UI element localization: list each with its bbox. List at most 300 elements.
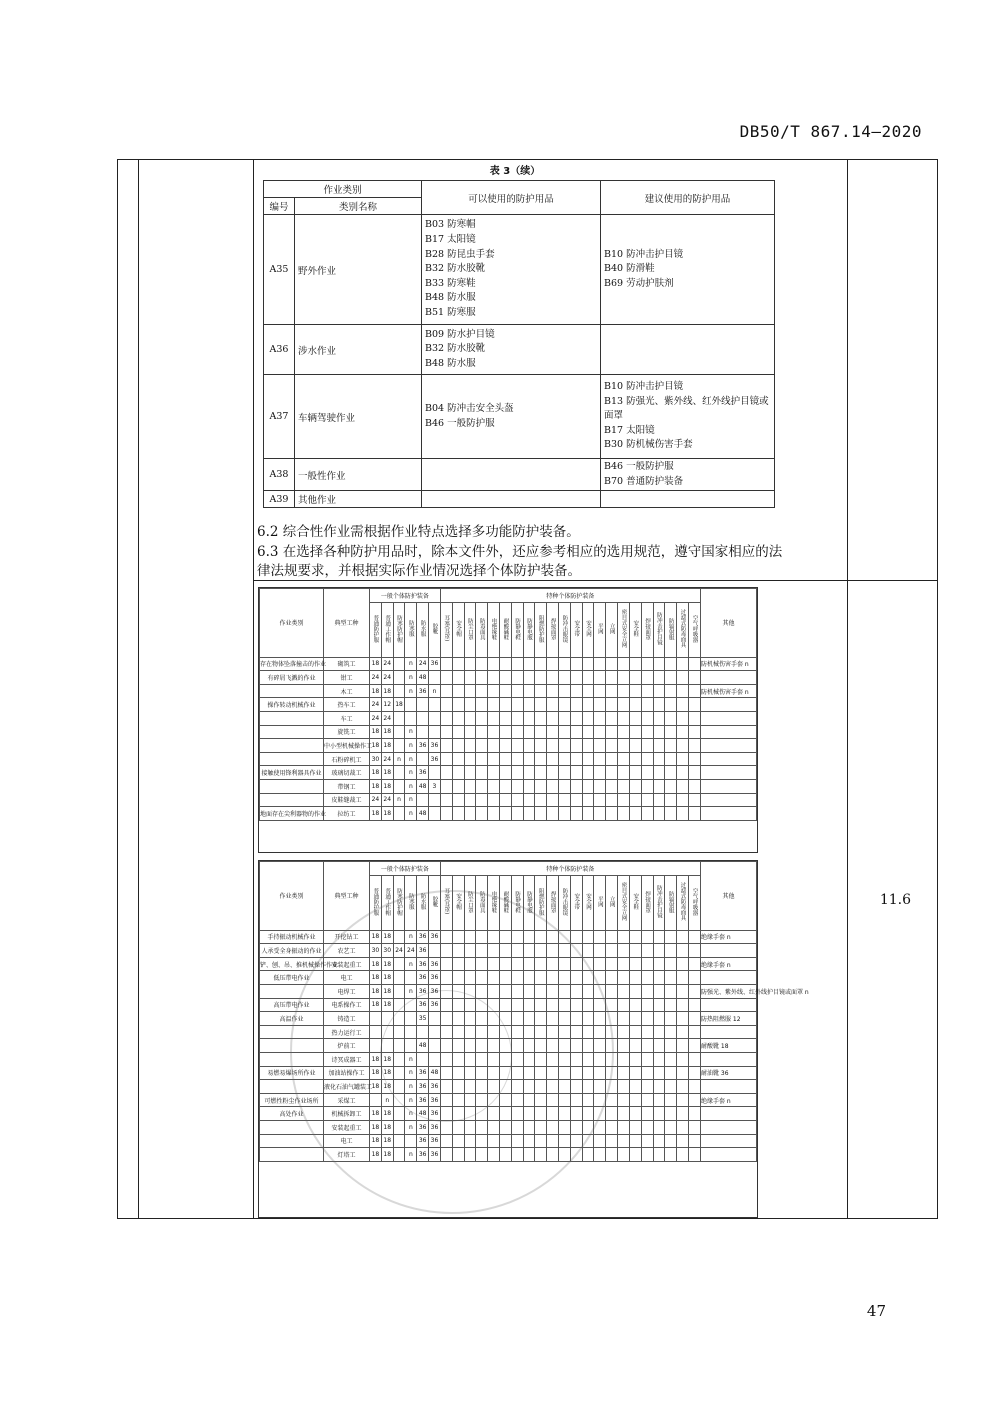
grid-col-header: 普通工作帽 <box>381 602 393 657</box>
grid-cell <box>688 1025 700 1039</box>
grid-cell <box>582 793 594 807</box>
grid-cell <box>511 807 523 821</box>
grid-row-job: 加油站操作工 <box>324 1066 370 1080</box>
grid-cell <box>393 766 405 780</box>
grid-col-header: 安全网 <box>582 602 594 657</box>
grid-cell <box>629 725 641 739</box>
grid-cell <box>476 684 488 698</box>
grid-cell <box>653 739 665 753</box>
grid-cell <box>677 739 689 753</box>
grid-row-other <box>701 725 757 739</box>
grid-cell <box>464 711 476 725</box>
grid-cell <box>653 1148 665 1162</box>
grid-cell <box>688 1120 700 1134</box>
watermark-seal-inner <box>380 990 512 1122</box>
grid-cell <box>665 766 677 780</box>
table-row <box>260 793 757 807</box>
grid-row-job: 旋铣工 <box>324 725 370 739</box>
grid-cell <box>665 971 677 985</box>
grid-row-other <box>701 971 757 985</box>
grid-cell <box>499 793 511 807</box>
grid-col-header: 防寒防护帽 <box>393 602 405 657</box>
grid-col-header: 安全带 <box>570 602 582 657</box>
grid-col-header: 密目式安全立网 <box>618 875 630 930</box>
grid-cell <box>653 684 665 698</box>
grid-cell <box>629 1052 641 1066</box>
grid-cell: 36 <box>417 930 429 944</box>
grid-cell <box>499 739 511 753</box>
grid-col-header: 过滤式防毒面具 <box>677 602 689 657</box>
grid-cell <box>653 930 665 944</box>
grid-cell <box>665 984 677 998</box>
ppe-grid-1 <box>258 587 758 853</box>
grid-cell <box>452 671 464 685</box>
grid-cell <box>665 930 677 944</box>
table-row <box>260 698 757 712</box>
grid-row-job: 电系操作工 <box>324 998 370 1012</box>
grid-cell <box>594 793 606 807</box>
grid-col-header: 防水服 <box>417 602 429 657</box>
grid-row-category: 可燃性粉尘作业场所 <box>260 1093 324 1107</box>
grid-col-header: 空气呼吸器 <box>688 602 700 657</box>
grid-cell: 36 <box>429 1134 441 1148</box>
grid-cell <box>688 725 700 739</box>
grid-row-category: 操作转动机械作业 <box>260 698 324 712</box>
grid-cell <box>688 739 700 753</box>
grid-row-job: 液化石油气罐装工 <box>324 1080 370 1094</box>
grid-cell <box>570 807 582 821</box>
grid-cell <box>677 1148 689 1162</box>
grid-cell <box>618 739 630 753</box>
grid-cell <box>452 711 464 725</box>
grid-cell <box>476 671 488 685</box>
grid-cell <box>618 944 630 958</box>
allowed-list: B03 防寒帽 B17 太阳镜 B28 防昆虫手套 B32 防水胶靴 B33 防寒鞋 B48 防水服 B51 防寒服 <box>422 215 601 325</box>
grid-cell <box>511 752 523 766</box>
grid-cell: 24 <box>370 671 382 685</box>
grid-cell <box>570 698 582 712</box>
grid-cell <box>440 739 452 753</box>
grid-row-other: 防热阻燃服 12 <box>701 1012 757 1026</box>
grid-cell <box>677 698 689 712</box>
grid-cell <box>393 657 405 671</box>
grid-row-other: 防机械伤害手套 n <box>701 657 757 671</box>
grid-cell <box>559 671 571 685</box>
grid-col-header: 空气呼吸器 <box>688 875 700 930</box>
grid-cell: 36 <box>417 998 429 1012</box>
grid-cell: 36 <box>417 1093 429 1107</box>
grid-row-job: 皮鞋缝裁工 <box>324 793 370 807</box>
grid-row-other <box>701 766 757 780</box>
grid-row-category <box>260 1148 324 1162</box>
grid-cell: 18 <box>381 779 393 793</box>
grid-cell <box>653 752 665 766</box>
grid-cell <box>629 657 641 671</box>
grid-col-header: 耳塞(耳罩) <box>440 602 452 657</box>
grid-cell <box>499 671 511 685</box>
grid-cell <box>606 752 618 766</box>
grid-cell <box>570 684 582 698</box>
grid-row-job: 热车工 <box>324 698 370 712</box>
grid-col-header: 平网 <box>594 875 606 930</box>
row-name: 涉水作业 <box>295 325 422 375</box>
grid-cell <box>665 1134 677 1148</box>
grid-cell <box>452 698 464 712</box>
grid-col-header: 胶靴 <box>429 875 441 930</box>
grid-header-job: 典型工种 <box>324 589 370 658</box>
grid-cell <box>641 1066 653 1080</box>
grid-cell <box>559 725 571 739</box>
allowed-list: B04 防冲击安全头盔 B46 一般防护服 <box>422 375 601 459</box>
grid-cell <box>570 793 582 807</box>
grid-cell <box>606 698 618 712</box>
grid-cell <box>618 998 630 1012</box>
grid-cell <box>488 711 500 725</box>
grid-cell: 36 <box>429 971 441 985</box>
grid-cell <box>535 725 547 739</box>
grid-cell <box>665 1107 677 1121</box>
grid-cell <box>535 779 547 793</box>
grid-cell <box>688 944 700 958</box>
grid-cell: n <box>405 1107 417 1121</box>
grid-cell <box>677 766 689 780</box>
table-caption: 表 3（续） <box>489 166 541 177</box>
grid-cell <box>629 671 641 685</box>
grid-cell: n <box>405 1148 417 1162</box>
table-row <box>260 671 757 685</box>
grid-cell <box>677 1080 689 1094</box>
grid-cell <box>417 793 429 807</box>
grid-row-job: 砌筑工 <box>324 657 370 671</box>
grid-cell: 18 <box>381 1134 393 1148</box>
grid-cell <box>677 984 689 998</box>
grid-cell: 18 <box>381 1066 393 1080</box>
grid-cell <box>476 739 488 753</box>
grid-cell <box>618 752 630 766</box>
grid-cell <box>523 671 535 685</box>
grid-cell <box>488 752 500 766</box>
grid-cell <box>618 1134 630 1148</box>
grid-cell <box>499 657 511 671</box>
grid-cell <box>653 1012 665 1026</box>
grid-cell <box>511 684 523 698</box>
grid-cell: 18 <box>370 766 382 780</box>
grid-cell <box>476 766 488 780</box>
grid-row-other: 防机械伤害手套 n <box>701 684 757 698</box>
grid-row-job: 安装起重工 <box>324 957 370 971</box>
grid-cell <box>476 711 488 725</box>
grid-col-header: 安全鞋 <box>629 602 641 657</box>
grid-cell <box>606 971 618 985</box>
grid-cell <box>440 766 452 780</box>
grid-col-header: 防冲击护目镜 <box>653 602 665 657</box>
grid-cell <box>523 793 535 807</box>
grid-cell <box>618 711 630 725</box>
grid-cell <box>452 657 464 671</box>
grid-row-category: 低压带电作业 <box>260 971 324 985</box>
row-name: 车辆驾驶作业 <box>295 375 422 459</box>
grid-cell: n <box>393 793 405 807</box>
grid-cell: 12 <box>381 698 393 712</box>
grid-cell <box>641 1052 653 1066</box>
grid-cell <box>511 779 523 793</box>
grid-row-category <box>260 725 324 739</box>
table-row <box>260 684 757 698</box>
grid-row-job: 炉前工 <box>324 1039 370 1053</box>
grid-col-header: 防毒面具 <box>476 875 488 930</box>
grid-cell <box>653 1052 665 1066</box>
grid-cell <box>570 671 582 685</box>
grid-cell <box>606 944 618 958</box>
grid-cell <box>582 807 594 821</box>
grid-cell <box>582 657 594 671</box>
grid-cell <box>606 779 618 793</box>
grid-col-header: 防毒面具 <box>476 602 488 657</box>
grid-cell: 24 <box>370 711 382 725</box>
grid-cell: 36 <box>429 739 441 753</box>
grid-cell <box>641 1039 653 1053</box>
grid-cell <box>393 711 405 725</box>
grid-cell <box>665 1093 677 1107</box>
grid-cell <box>688 998 700 1012</box>
protection-table <box>263 180 775 508</box>
grid-cell <box>594 657 606 671</box>
grid-cell: n <box>405 1120 417 1134</box>
grid-cell <box>665 1012 677 1026</box>
grid-cell: 18 <box>381 725 393 739</box>
grid-col-header: 防寒防护帽 <box>393 875 405 930</box>
grid-cell <box>499 725 511 739</box>
grid-cell <box>618 766 630 780</box>
grid-cell <box>511 725 523 739</box>
grid-cell <box>440 807 452 821</box>
grid-cell <box>488 671 500 685</box>
grid-cell <box>677 1012 689 1026</box>
grid-cell: n <box>381 1093 393 1107</box>
grid-cell <box>629 944 641 958</box>
grid-cell <box>582 779 594 793</box>
grid-col-header: 防尘口罩 <box>464 602 476 657</box>
table-row <box>260 711 757 725</box>
grid-cell: 36 <box>429 930 441 944</box>
grid-cell <box>582 1148 594 1162</box>
grid-cell <box>677 793 689 807</box>
grid-cell: 18 <box>381 1080 393 1094</box>
grid-cell <box>440 698 452 712</box>
grid-header-general: 一般个体防护装备 <box>370 589 441 603</box>
grid-row-category <box>260 739 324 753</box>
grid-header-general: 一般个体防护装备 <box>370 862 441 876</box>
grid-cell: 36 <box>429 1148 441 1162</box>
grid-cell <box>594 725 606 739</box>
grid-cell <box>594 930 606 944</box>
grid-cell: n <box>405 1080 417 1094</box>
grid-cell <box>559 684 571 698</box>
grid-cell <box>677 1066 689 1080</box>
grid-cell <box>440 671 452 685</box>
grid-cell <box>688 984 700 998</box>
grid-cell <box>665 684 677 698</box>
grid-cell <box>629 1134 641 1148</box>
grid-cell <box>523 766 535 780</box>
allowed-list <box>422 491 601 508</box>
grid-cell: 18 <box>370 1134 382 1148</box>
grid-cell: 36 <box>429 1093 441 1107</box>
allowed-list <box>422 459 601 491</box>
grid-row-other <box>701 1148 757 1162</box>
row-divider <box>253 580 937 581</box>
grid-cell <box>629 1039 641 1053</box>
grid-col-header: 安全网 <box>582 875 594 930</box>
grid-cell <box>688 1148 700 1162</box>
grid-cell <box>665 807 677 821</box>
grid-cell <box>547 793 559 807</box>
grid-cell <box>511 739 523 753</box>
grid-col-header: 防静电鞋 <box>511 602 523 657</box>
grid-cell <box>476 725 488 739</box>
grid-cell <box>688 957 700 971</box>
grid-col-header: 阻燃防护服 <box>535 875 547 930</box>
grid-cell <box>440 725 452 739</box>
grid-cell <box>523 657 535 671</box>
grid-row-category <box>260 793 324 807</box>
grid-cell <box>629 684 641 698</box>
grid-cell <box>488 766 500 780</box>
grid-cell <box>452 807 464 821</box>
grid-row-category <box>260 684 324 698</box>
grid-cell <box>677 1025 689 1039</box>
grid-cell: n <box>405 766 417 780</box>
grid-cell <box>464 698 476 712</box>
grid-cell: 18 <box>370 1148 382 1162</box>
grid-row-category: 接触使用锋利器具作业 <box>260 766 324 780</box>
grid-cell <box>688 930 700 944</box>
grid-cell: 18 <box>381 684 393 698</box>
table-row <box>260 807 757 821</box>
grid-cell <box>393 779 405 793</box>
grid-header-job: 典型工种 <box>324 862 370 931</box>
grid-cell <box>677 779 689 793</box>
grid-cell: 18 <box>381 807 393 821</box>
grid-cell: 48 <box>417 807 429 821</box>
grid-cell <box>523 752 535 766</box>
grid-cell: 24 <box>417 657 429 671</box>
grid-row-job: 开挖钻工 <box>324 930 370 944</box>
grid-row-job: 拉纺工 <box>324 807 370 821</box>
grid-cell <box>665 657 677 671</box>
grid-cell: n <box>429 684 441 698</box>
grid-cell <box>547 698 559 712</box>
grid-cell <box>641 779 653 793</box>
grid-cell <box>452 779 464 793</box>
grid-cell: n <box>405 1052 417 1066</box>
grid-row-category: 手持振动机械作业 <box>260 930 324 944</box>
grid-cell <box>688 711 700 725</box>
grid-row-other: 耐油靴 36 <box>701 1066 757 1080</box>
grid-cell <box>629 1025 641 1039</box>
table-row <box>260 725 757 739</box>
grid-cell: n <box>405 984 417 998</box>
grid-cell <box>606 1107 618 1121</box>
grid-cell <box>688 1039 700 1053</box>
grid-cell <box>511 766 523 780</box>
grid-cell <box>511 698 523 712</box>
grid-cell <box>618 971 630 985</box>
grid-cell <box>547 711 559 725</box>
grid-cell <box>464 671 476 685</box>
grid-cell: n <box>405 793 417 807</box>
grid-cell: 24 <box>381 793 393 807</box>
grid-col-header: 电绝缘鞋 <box>488 875 500 930</box>
grid-cell <box>618 657 630 671</box>
grid-row-other <box>701 711 757 725</box>
grid-row-other: 绝缘手套 n <box>701 930 757 944</box>
grid-cell <box>429 711 441 725</box>
grid-cell <box>464 766 476 780</box>
grid-cell <box>559 739 571 753</box>
frame-divider <box>253 160 254 1218</box>
grid-cell <box>535 684 547 698</box>
grid-cell: 18 <box>381 957 393 971</box>
grid-cell <box>594 766 606 780</box>
grid-cell <box>582 711 594 725</box>
grid-cell <box>665 1066 677 1080</box>
grid-cell <box>582 698 594 712</box>
row-code: A36 <box>264 325 295 375</box>
table-row <box>260 657 757 671</box>
grid-cell: 35 <box>417 1012 429 1026</box>
grid-cell <box>476 779 488 793</box>
grid-cell <box>618 930 630 944</box>
grid-cell <box>488 698 500 712</box>
row-code: A39 <box>264 491 295 508</box>
grid-cell <box>677 930 689 944</box>
grid-header-category: 作业类别 <box>260 862 324 931</box>
grid-cell <box>629 1093 641 1107</box>
grid-row-job: 电焊工 <box>324 984 370 998</box>
grid-cell <box>594 1148 606 1162</box>
grid-cell <box>582 684 594 698</box>
grid-cell <box>641 671 653 685</box>
grid-cell <box>582 725 594 739</box>
col-group-header: 作业类别 <box>264 181 422 198</box>
grid-cell <box>464 657 476 671</box>
grid-cell: n <box>405 779 417 793</box>
grid-cell: 36 <box>429 1080 441 1094</box>
grid-cell <box>464 779 476 793</box>
grid-cell <box>594 752 606 766</box>
grid-cell <box>665 752 677 766</box>
grid-cell: 18 <box>381 984 393 998</box>
grid-cell: 18 <box>381 766 393 780</box>
col-header-name: 类别名称 <box>295 198 422 215</box>
grid-cell: 48 <box>417 1107 429 1121</box>
grid-cell <box>429 698 441 712</box>
grid-cell <box>547 657 559 671</box>
col-header-code: 编号 <box>264 198 295 215</box>
col-header-suggested: 建议使用的防护用品 <box>601 181 775 215</box>
grid-header-special: 特种个体防护装备 <box>440 589 700 603</box>
grid-cell <box>618 793 630 807</box>
grid-cell <box>452 752 464 766</box>
grid-cell <box>641 998 653 1012</box>
grid-cell <box>606 671 618 685</box>
grid-row-other <box>701 1080 757 1094</box>
grid-cell: 18 <box>370 807 382 821</box>
grid-cell <box>618 984 630 998</box>
grid-cell <box>570 725 582 739</box>
grid-col-header: 阻燃防护服 <box>535 602 547 657</box>
